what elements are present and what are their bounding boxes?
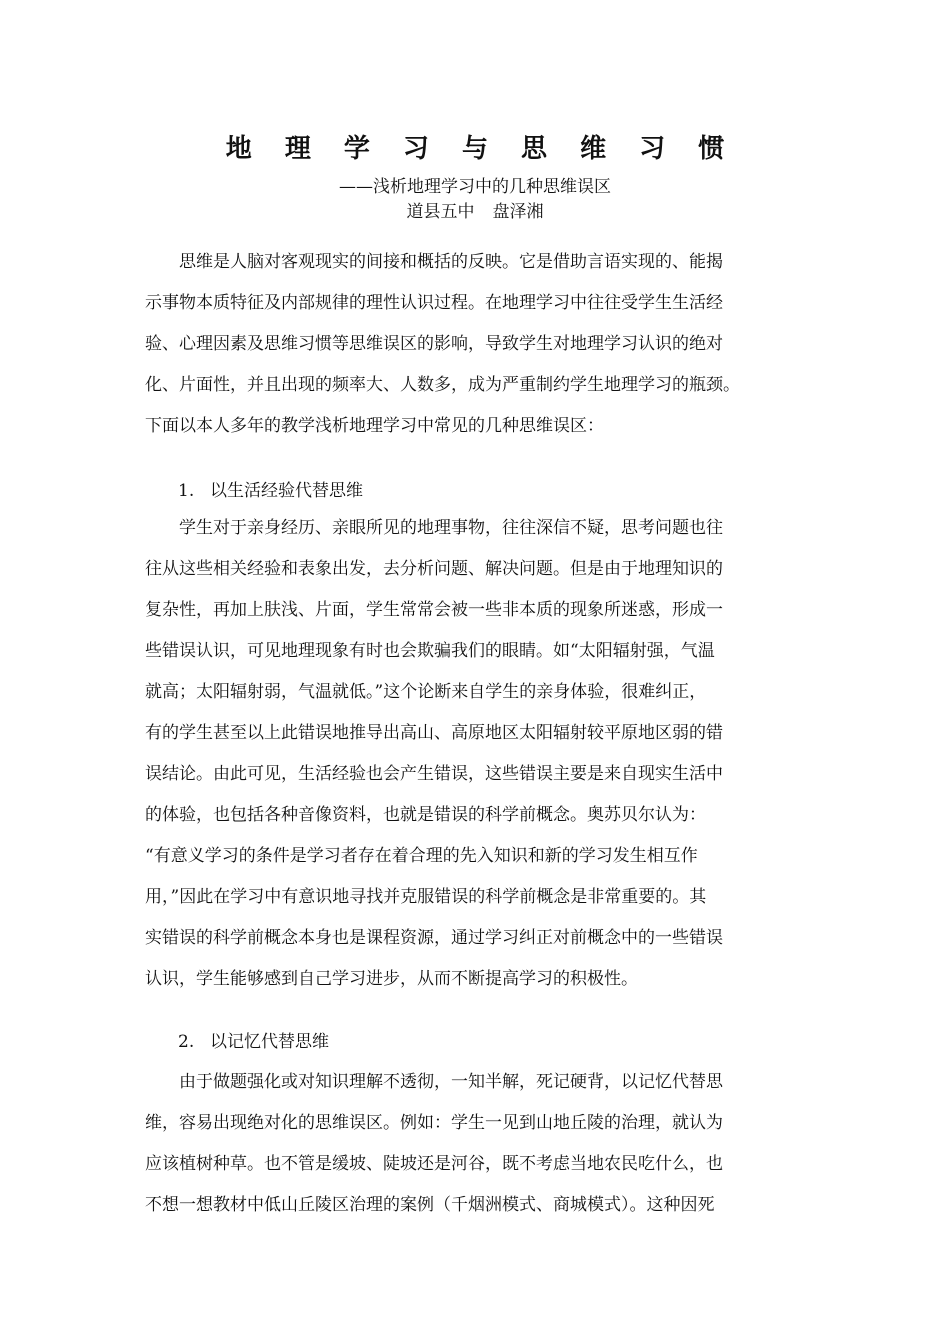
author-school: 道县五中 [406,202,475,222]
section-heading-1 [178,479,363,503]
author-line [0,200,950,224]
author-name: 盘泽湘 [492,202,544,222]
paragraph-line: “有意义学习的条件是学习者存在着合理的先入知识和新的学习发生相互作 [145,846,698,866]
paragraph-line: 往从这些相关经验和表象出发，去分析问题、解决问题。但是由于地理知识的 [145,559,723,579]
paragraph-line: 由于做题强化或对知识理解不透彻，一知半解，死记硬背，以记忆代替思 [145,1072,723,1092]
section-number: 1. [178,481,195,501]
paragraph-line: 复杂性，再加上肤浅、片面，学生常常会被一些非本质的现象所迷惑，形成一 [145,600,723,620]
document-subtitle: ——浅析地理学习中的几种思维误区 [339,177,611,197]
paragraph-line: 就高；太阳辐射弱，气温就低。”这个论断来自学生的亲身体验，很难纠正， [145,682,707,702]
paragraph-line: 实错误的科学前概念本身也是课程资源，通过学习纠正对前概念中的一些错误 [145,928,723,948]
paragraph-line: 下面以本人多年的教学浅析地理学习中常见的几种思维误区： [145,416,604,436]
section-number: 2. [178,1032,195,1052]
paragraph-line: 示事物本质特征及内部规律的理性认识过程。在地理学习中往往受学生生活经 [145,293,723,313]
paragraph-line: 应该植树种草。也不管是缓坡、陡坡还是河谷，既不考虑当地农民吃什么，也 [145,1154,723,1174]
section-1-paragraph [145,508,810,1000]
section-heading-2 [178,1030,329,1054]
paragraph-line: 的体验，也包括各种音像资料，也就是错误的科学前概念。奥苏贝尔认为： [145,805,706,825]
paragraph-line: 验、心理因素及思维习惯等思维误区的影响，导致学生对地理学习认识的绝对 [145,334,723,354]
section-title: 以记忆代替思维 [210,1032,329,1052]
section-title: 以生活经验代替思维 [210,481,363,501]
document-title: 地 理 学 习 与 思 维 习 惯 [225,134,737,164]
paragraph-line: 维，容易出现绝对化的思维误区。例如：学生一见到山地丘陵的治理，就认为 [145,1113,723,1133]
paragraph-line: 思维是人脑对客观现实的间接和概括的反映。它是借助言语实现的、能揭 [145,252,723,272]
paragraph-line: 用，”因此在学习中有意识地寻找并克服错误的科学前概念是非常重要的。其 [145,887,707,907]
paragraph-line: 认识，学生能够感到自己学习进步，从而不断提高学习的积极性。 [145,969,638,989]
section-2-paragraph [145,1062,810,1226]
paragraph-line: 误结论。由此可见，生活经验也会产生错误，这些错误主要是来自现实生活中 [145,764,723,784]
paragraph-line: 不想一想教材中低山丘陵区治理的案例（千烟洲模式、商城模式）。这种因死 [145,1195,715,1215]
paragraph-line: 些错误认识，可见地理现象有时也会欺骗我们的眼睛。如“太阳辐射强，气温 [145,641,715,661]
paragraph-line: 化、片面性，并且出现的频率大、人数多，成为严重制约学生地理学习的瓶颈。 [145,375,740,395]
paragraph-line: 有的学生甚至以上此错误地推导出高山、高原地区太阳辐射较平原地区弱的错 [145,723,723,743]
intro-paragraph [145,242,810,447]
paragraph-line: 学生对于亲身经历、亲眼所见的地理事物，往往深信不疑，思考问题也往 [145,518,723,538]
